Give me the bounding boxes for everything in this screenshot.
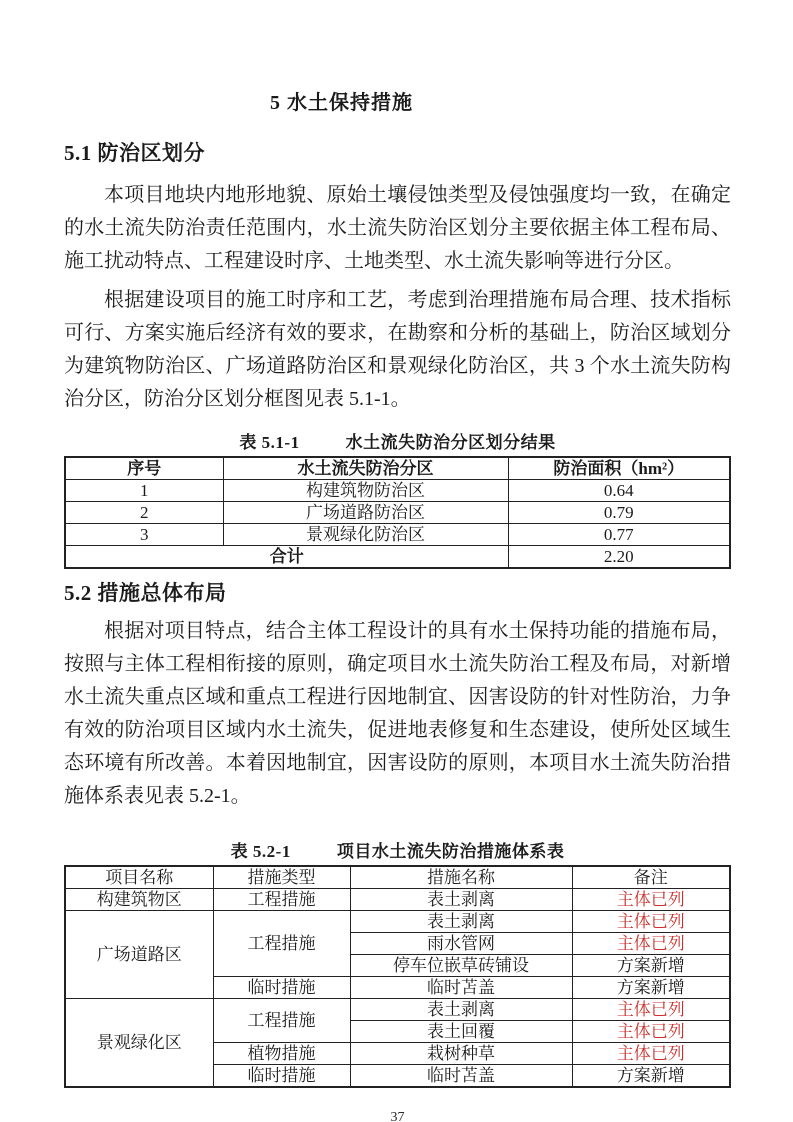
table-row — [65, 889, 730, 911]
cell-project: 广场道路区 — [65, 911, 213, 999]
cell-measure: 停车位嵌草砖铺设 — [350, 955, 572, 977]
page-number: 37 — [390, 1110, 405, 1122]
cell-note: 主体已列 — [572, 1043, 730, 1065]
cell-zone: 构建筑物防治区 — [223, 480, 508, 502]
paragraph-5-1-a: 本项目地块内地形地貌、原始土壤侵蚀类型及侵蚀强度均一致，在确定的水土流失防治责任范围内，水土流失防治区划分主要依据主体工程布局、施工扰动特点、工程建设时序、土地类型、水土流失影响等进行分区。 — [64, 184, 731, 272]
table-row — [65, 524, 730, 546]
header-cell-measure: 措施名称 — [350, 866, 572, 889]
cell-measure: 雨水管网 — [350, 933, 572, 955]
cell-index: 1 — [65, 480, 223, 502]
cell-zone: 景观绿化防治区 — [223, 524, 508, 546]
paragraph-5-1-b: 根据建设项目的施工时序和工艺，考虑到治理措施布局合理、技术指标可行、方案实施后经济有效的要求，在勘察和分析的基础上，防治区域划分为建筑物防治区、广场道路防治区和景观绿化防治区，共 3 个水土流失防构治分区，防治分区划分框图见表 5.1-1。 — [64, 289, 731, 410]
table-caption-label: 表 5.1-1 — [239, 433, 300, 452]
cell-area: 0.64 — [508, 480, 730, 502]
table-caption-label: 表 5.2-1 — [230, 842, 291, 861]
header-cell-index: 序号 — [65, 457, 223, 480]
table-header-row — [65, 866, 730, 889]
header-cell-zone: 水土流失防治分区 — [223, 457, 508, 480]
header-cell-type: 措施类型 — [213, 866, 350, 889]
cell-type: 植物措施 — [213, 1043, 350, 1065]
section-heading-5-1: 5.1 防治区划分 — [64, 141, 205, 165]
cell-zone: 广场道路防治区 — [223, 502, 508, 524]
cell-measure: 栽树种草 — [350, 1043, 572, 1065]
cell-note: 主体已列 — [572, 911, 730, 933]
cell-note: 主体已列 — [572, 1021, 730, 1043]
cell-area: 0.77 — [508, 524, 730, 546]
cell-total-label: 合计 — [65, 546, 508, 569]
cell-note: 方案新增 — [572, 1065, 730, 1088]
cell-type: 工程措施 — [213, 999, 350, 1043]
table-total-row — [65, 546, 730, 569]
cell-note: 方案新增 — [572, 977, 730, 999]
cell-note: 主体已列 — [572, 999, 730, 1021]
section-heading-5-2: 5.2 措施总体布局 — [64, 581, 227, 605]
cell-project: 构建筑物区 — [65, 889, 213, 911]
page-title: 5 水土保持措施 — [270, 92, 413, 114]
cell-index: 2 — [65, 502, 223, 524]
cell-note: 主体已列 — [572, 889, 730, 911]
table-5-2-1-caption — [64, 837, 731, 862]
cell-measure: 表土剥离 — [350, 889, 572, 911]
table-row — [65, 911, 730, 933]
cell-measure: 表土剥离 — [350, 999, 572, 1021]
header-cell-note: 备注 — [572, 866, 730, 889]
table-caption-title: 水土流失防治分区划分结果 — [345, 433, 556, 452]
prevention-zones-table — [64, 456, 731, 569]
cell-measure: 临时苫盖 — [350, 1065, 572, 1088]
measures-system-table — [64, 865, 731, 1088]
paragraph-5-2-a: 根据对项目特点，结合主体工程设计的具有水土保持功能的措施布局，按照与主体工程相衔接的原则，确定项目水土流失防治工程及布局，对新增水土流失重点区域和重点工程进行因地制宜、因害设防的针对性防治，力争有效的防治项目区域内水土流失，促进地表修复和生态建设，使所处区域生态环境有所改善。本着因地制宜，因害设防的原则，本项目水土流失防治措施体系表见表 5.2-1。 — [64, 620, 731, 807]
table-row — [65, 502, 730, 524]
cell-index: 3 — [65, 524, 223, 546]
cell-type: 工程措施 — [213, 889, 350, 911]
cell-type: 临时措施 — [213, 977, 350, 999]
header-cell-project: 项目名称 — [65, 866, 213, 889]
table-row — [65, 999, 730, 1021]
cell-area: 0.79 — [508, 502, 730, 524]
cell-total-value: 2.20 — [508, 546, 730, 569]
cell-measure: 临时苫盖 — [350, 977, 572, 999]
cell-note: 主体已列 — [572, 933, 730, 955]
header-cell-area: 防治面积（hm²） — [508, 457, 730, 480]
cell-project: 景观绿化区 — [65, 999, 213, 1088]
cell-note: 方案新增 — [572, 955, 730, 977]
cell-type: 临时措施 — [213, 1065, 350, 1088]
table-row — [65, 480, 730, 502]
table-5-1-1-caption — [64, 428, 731, 453]
table-header-row — [65, 457, 730, 480]
table-caption-title: 项目水土流失防治措施体系表 — [336, 842, 565, 861]
cell-type: 工程措施 — [213, 911, 350, 977]
cell-measure: 表土剥离 — [350, 911, 572, 933]
cell-measure: 表土回覆 — [350, 1021, 572, 1043]
